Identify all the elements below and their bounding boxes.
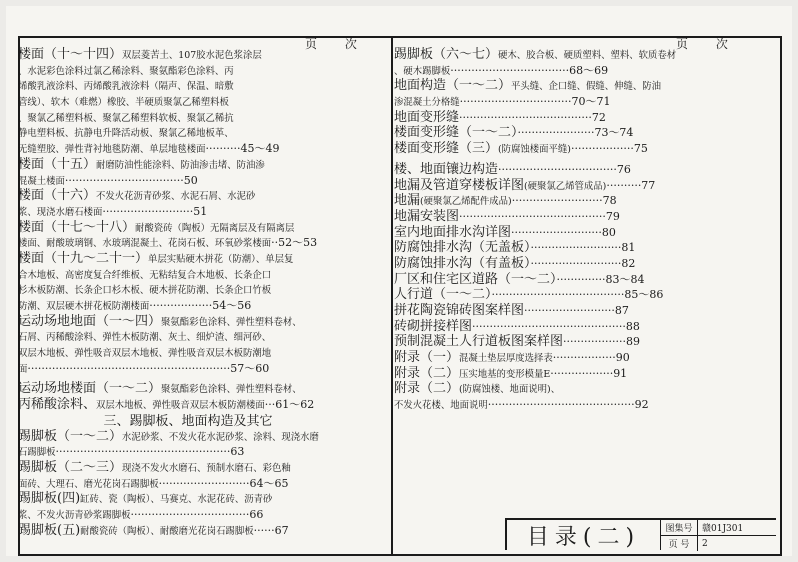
toc-entry-title: 楼面（十九～二十一） [18, 250, 149, 266]
toc-entry-detail: 压实地基的变形模量E [459, 368, 551, 380]
toc-line [394, 94, 718, 110]
toc-entry-detail: 、聚氯乙稀塑料板、聚氯乙稀塑料软板、聚氯乙稀抗 [18, 112, 234, 124]
toc-entry-detail: 无缝塑胶、弹性背衬地毯防潮、单层地毯楼面 [18, 144, 206, 156]
toc-page-ref: ··········································92 [487, 398, 649, 412]
toc-line [18, 47, 358, 63]
toc-entry-title: 附录（二） [394, 381, 460, 397]
toc-entry-title: 楼面变形缝（一～二） [394, 125, 518, 141]
toc-entry-title: 附录（一） [394, 350, 460, 366]
toc-page-ref: ············································88 [472, 319, 640, 333]
toc-entry-detail: 硬木、胶合板、硬质塑料、塑料、软质卷材 [498, 50, 677, 61]
toc-line [18, 251, 358, 267]
toc-entry-detail: 平头缝、企口缝、假缝、伸缝、防油 [511, 81, 662, 93]
toc-page-ref: ······67 [253, 523, 289, 537]
toc-entry-detail: (防腐蚀楼、地面说明)、 [459, 384, 561, 396]
toc-line [394, 366, 718, 382]
left-page-column-label: 页 次 [305, 37, 369, 51]
toc-page-ref: ··························80 [511, 225, 616, 239]
toc-entry-detail: 现浇不发火水磨石、预制水磨石、彩色釉 [122, 462, 291, 474]
toc-line [394, 334, 718, 350]
toc-line [18, 282, 358, 298]
toc-entry-detail: 面 [18, 363, 28, 375]
toc-entry-title: 丙稀酸涂料、 [18, 397, 97, 413]
toc-entry-detail: 、水泥彩色涂料过氯乙稀涂料、聚氨酯彩色涂料、丙 [18, 65, 234, 77]
toc-line [18, 314, 358, 330]
toc-entry-title: 防腐蚀排水沟（无盖板） [394, 240, 531, 256]
toc-entry-title: 楼面（十五） [18, 156, 97, 172]
toc-line [394, 287, 718, 303]
toc-line [394, 110, 718, 126]
toc-line [394, 240, 718, 256]
toc-line [18, 345, 358, 361]
toc-entry-title: 预制混凝土人行道板图案样图 [394, 334, 564, 350]
toc-page-ref: ··························64～65 [158, 476, 289, 490]
toc-line [18, 429, 358, 445]
toc-entry-detail: 缸砖、瓷（陶板）、马赛克、水泥花砖、沥青砂 [80, 494, 273, 506]
page-number-label: 页 号 [661, 536, 698, 551]
toc-line [18, 235, 358, 251]
toc-line [394, 47, 718, 63]
toc-line [394, 303, 718, 319]
toc-entry-detail: 耐磨防油性能涂料、防油渗击堵、防油渗 [96, 159, 265, 171]
toc-line [18, 298, 358, 314]
toc-entry-title: 楼面（十七～十八） [18, 219, 136, 235]
toc-line [18, 220, 358, 236]
toc-entry-title: 室内地面排水沟详图 [394, 224, 512, 240]
toc-entry-title: 楼面（十六） [18, 188, 97, 204]
toc-entry-title: 砖砌拼接样图 [394, 318, 473, 334]
toc-entry-detail: 防潮、双层硬木拼花板防潮楼面 [18, 301, 150, 312]
toc-page-ref: ······································72 [459, 110, 606, 124]
toc-entry-title: 楼、地面镶边构造 [394, 161, 499, 177]
toc-line [18, 173, 358, 189]
toc-line [394, 319, 718, 335]
toc-line [18, 267, 358, 283]
toc-page-ref: ··········································79 [459, 209, 620, 223]
toc-entry-title: 人行道（一～二） [394, 287, 492, 303]
toc-entry-detail: 耐酸瓷砖（陶板）无隔离层及有隔离层 [135, 222, 295, 234]
toc-entry-title: 拼花陶瓷锦砖图案样图 [394, 303, 525, 318]
toc-line [394, 162, 718, 178]
toc-page-ref: ··········45～49 [205, 142, 280, 156]
toc-page-ref: ··················89 [563, 335, 640, 349]
toc-line [394, 256, 718, 272]
atlas-number-label: 图集号 [661, 520, 698, 535]
toc-entry-title: 地漏及管道穿楼板详图 [394, 177, 525, 193]
toc-entry-detail: 聚氨酯彩色涂料、弹性塑料卷材、 [161, 384, 302, 396]
toc-page-ref: ··························81 [530, 241, 636, 255]
toc-entry-title: 楼面变形缝（三） [394, 141, 499, 157]
toc-line [394, 272, 718, 288]
toc-entry-detail: 静电塑料板、抗静电升降活动板、聚氯乙稀地板革、 [18, 128, 234, 140]
toc-entry-title: 踢脚板（二～三） [18, 459, 123, 475]
toc-entry-title: 三、踢脚板、地面构造及其它 [103, 413, 273, 429]
toc-line [394, 125, 718, 141]
toc-entry-detail: 耐酸瓷砖（陶板）、耐酸磨光花岗石踢脚板 [80, 525, 254, 537]
toc-line [18, 507, 358, 523]
toc-page-ref: ··········77 [606, 178, 656, 192]
toc-entry-detail: 石屑、丙稀酸涂料、弹性木板防潮、灰土、细炉渣、细河砂、 [18, 332, 272, 344]
toc-entry-detail: 不发火花楼、地面说明 [394, 400, 488, 412]
drawing-title: 目录(二) [505, 518, 660, 550]
toc-page-ref: ··················90 [552, 351, 630, 365]
toc-entry-title: 踢脚板(五) [18, 522, 81, 538]
toc-entry-title: 运动场地地面（一～四） [18, 313, 162, 329]
toc-line [394, 381, 718, 397]
toc-entry-detail: 双层木地板、弹性吸音双层木地板、弹性吸音双层木板防潮地 [18, 348, 272, 360]
toc-page-ref: ··························78 [511, 194, 617, 208]
toc-page-ref: ··························87 [524, 304, 629, 317]
toc-page-ref: ··································68～69 [450, 63, 609, 77]
toc-entry-detail: 浆、现浇水磨石楼面 [18, 206, 103, 218]
page-number-value: 2 [702, 538, 708, 549]
toc-entry-detail: 渗混凝土分格缝 [394, 97, 460, 109]
toc-line [18, 188, 358, 204]
toc-line [18, 94, 358, 110]
toc-line [18, 523, 358, 539]
toc-entry-detail: 楼面、耐酸玻璃钢、水玻璃混凝土、花岗石板、环氧砂浆楼面 [18, 238, 272, 250]
toc-entry-title: 附录（二） [394, 365, 460, 381]
toc-page-ref: ··························82 [530, 256, 636, 270]
atlas-number-value: 赣01J301 [702, 524, 744, 534]
toc-left-column [18, 47, 358, 538]
toc-line [18, 125, 358, 141]
toc-entry-detail: 双层木地板、弹性吸音双层木板防潮楼面 [96, 400, 265, 412]
toc-entry-detail: (硬聚氯乙烯管成品) [524, 180, 607, 192]
toc-line [394, 78, 718, 94]
toc-line [18, 444, 358, 460]
toc-page-ref: ··················91 [550, 366, 628, 380]
toc-entry-title: 运动场地楼面（一～二） [18, 381, 162, 397]
toc-line [18, 63, 358, 79]
toc-entry-detail: 合木地板、高密度复合纤维板、无粘结复合木地板、长条企口 [18, 269, 272, 281]
toc-line [18, 381, 358, 397]
section-heading [18, 413, 358, 429]
toc-page-ref: ··························································57～60 [27, 361, 270, 375]
toc-line [18, 361, 358, 377]
column-divider [391, 36, 393, 556]
toc-page-ref: ··································50 [64, 173, 198, 187]
toc-entry-detail: 双层菱苦土、107胶水泥色浆涂层 [122, 50, 262, 61]
toc-entry-detail: 聚氨酯彩色涂料、弹性塑料卷材、 [161, 316, 302, 328]
toc-entry-title: 地漏 [394, 193, 421, 209]
toc-line [18, 110, 358, 126]
toc-entry-detail: 水泥砂浆、不发火花水泥砂浆、涂料、现浇水磨 [122, 431, 319, 443]
toc-page-ref: ··52～53 [271, 236, 318, 250]
toc-page-ref: ······················73～74 [517, 126, 634, 140]
toc-line [394, 397, 718, 413]
toc-entry-title: 厂区和住宅区道路（一～二） [394, 271, 557, 287]
toc-page-ref: ································70～71 [459, 95, 611, 109]
toc-entry-detail: 单层实贴硬木拼花（防潮）、单层复 [148, 253, 294, 265]
toc-entry-title: 踢脚板(四) [18, 491, 81, 507]
toc-line [18, 141, 358, 157]
toc-entry-detail: 、硬木踢脚板 [394, 65, 451, 77]
toc-entry-detail: 管线）、软木（难燃）橡胶、半硬质聚氯乙稀塑料板 [18, 97, 229, 109]
toc-entry-detail: 混凝土楼面 [18, 175, 65, 187]
toc-line [18, 397, 358, 413]
toc-entry-detail: 石踢脚板 [18, 447, 56, 459]
toc-entry-detail: (硬聚氯乙烯配件成品) [420, 196, 512, 208]
toc-line [18, 460, 358, 476]
toc-line [394, 141, 718, 157]
toc-entry-detail: 混凝土垫层厚度选择表 [459, 353, 553, 365]
toc-entry-title: 踢脚板（六～七） [394, 47, 499, 62]
toc-line [394, 350, 718, 366]
toc-line [394, 193, 718, 209]
toc-entry-detail: 面砖、大理石、磨光花岗石踢脚板 [18, 478, 159, 490]
toc-line [18, 476, 358, 492]
toc-right-column [394, 47, 718, 413]
toc-page-ref: ··················75 [570, 142, 648, 156]
toc-page-ref: ··················································63 [55, 445, 245, 459]
toc-entry-detail: 杉木板防潮、长条企口杉木板、硬木拼花防潮、长条企口竹板 [18, 285, 272, 297]
toc-entry-title: 地面构造（一～二） [394, 78, 512, 94]
toc-page-ref: ··························51 [102, 204, 208, 218]
toc-page-ref: ··································76 [498, 162, 631, 176]
toc-line [394, 209, 718, 225]
toc-entry-detail: 浆、不发火沥青砂浆踢脚板 [18, 509, 131, 521]
right-page-column-label: 页 次 [676, 37, 740, 51]
toc-page-ref: ······································85～86 [491, 288, 664, 302]
toc-entry-title: 地面变形缝 [394, 109, 460, 125]
toc-line [394, 225, 718, 241]
title-info-block [660, 518, 776, 550]
toc-line [394, 178, 718, 194]
toc-entry-detail: (防腐蚀楼面平缝) [498, 144, 571, 156]
toc-line [18, 491, 358, 507]
toc-line [18, 157, 358, 173]
toc-entry-title: 地漏安装图 [394, 208, 460, 224]
toc-entry-title: 踢脚板（一～二） [18, 428, 123, 444]
toc-page-ref: ··································66 [130, 507, 264, 521]
toc-entry-detail: 烯酸乳液涂料、丙烯酸乳液涂料（隔声、保温、暗敷 [18, 81, 234, 93]
toc-line [394, 63, 718, 79]
toc-page-ref: ··············83～84 [556, 272, 645, 286]
toc-page-ref: ···61～62 [264, 398, 315, 412]
toc-entry-title: 防腐蚀排水沟（有盖板） [394, 255, 531, 271]
toc-entry-title: 楼面（十～十四） [18, 47, 123, 62]
toc-line [18, 329, 358, 345]
toc-entry-detail: 不发火花沥青砂浆、水泥石屑、水泥砂 [96, 191, 256, 203]
toc-line [18, 78, 358, 94]
toc-line [18, 204, 358, 220]
toc-page-ref: ··················54～56 [149, 299, 252, 312]
